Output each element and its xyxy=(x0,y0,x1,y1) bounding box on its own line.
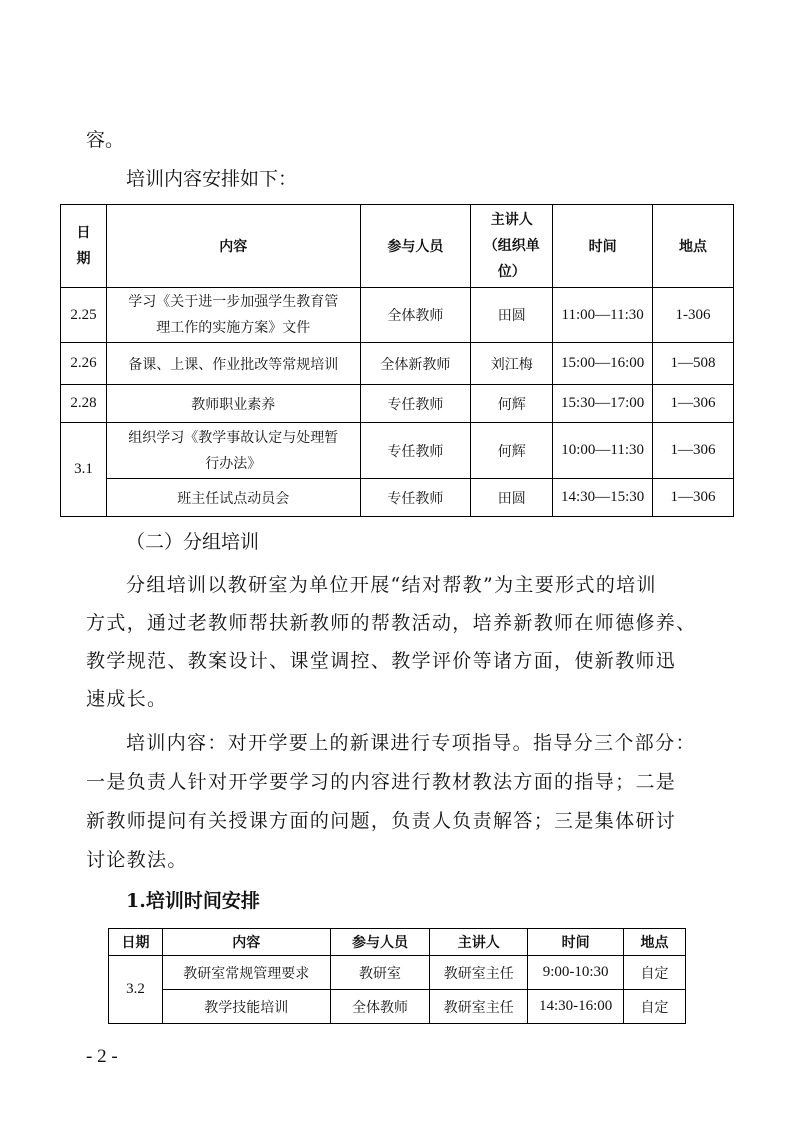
cell-people: 教研室 xyxy=(330,956,430,990)
cell-content: 组织学习《教学事故认定与处理暂 行办法》 xyxy=(106,423,360,479)
header-place: 地点 xyxy=(653,205,734,288)
cell-content: 教学技能培训 xyxy=(162,990,330,1024)
cell-place: 自定 xyxy=(624,956,686,990)
cell-people: 专任教师 xyxy=(360,479,471,517)
cell-date: 2.26 xyxy=(61,343,107,385)
group-schedule-table xyxy=(108,928,686,1024)
subheading: 1.培训时间安排 xyxy=(126,890,260,912)
header-time: 时间 xyxy=(553,205,653,288)
cell-place: 1—306 xyxy=(653,479,734,517)
section-heading: （二）分组培训 xyxy=(126,531,260,553)
table-header-row xyxy=(61,205,734,288)
cell-time: 9:00-10:30 xyxy=(528,956,624,990)
cell-speaker: 何辉 xyxy=(471,423,553,479)
cell-people: 专任教师 xyxy=(360,385,471,423)
table-row xyxy=(61,343,734,385)
cell-time: 15:30—17:00 xyxy=(553,385,653,423)
cell-speaker: 刘江梅 xyxy=(471,343,553,385)
table-row xyxy=(109,990,686,1024)
cell-people: 全体教师 xyxy=(330,990,430,1024)
cell-people: 专任教师 xyxy=(360,423,471,479)
cell-people: 全体新教师 xyxy=(360,343,471,385)
cell-content: 教研室常规管理要求 xyxy=(162,956,330,990)
cell-date: 2.25 xyxy=(61,288,107,343)
cell-people: 全体教师 xyxy=(360,288,471,343)
cell-time: 14:30—15:30 xyxy=(553,479,653,517)
cell-content: 备课、上课、作业批改等常规培训 xyxy=(106,343,360,385)
paragraph-line: 培训内容：对开学要上的新课进行专项指导。指导分三个部分： xyxy=(126,732,696,754)
header-date: 日期 xyxy=(109,929,163,956)
cell-date: 3.1 xyxy=(61,423,107,517)
cell-time: 11:00—11:30 xyxy=(553,288,653,343)
cell-place: 1—508 xyxy=(653,343,734,385)
table-row xyxy=(61,385,734,423)
cell-speaker: 田圆 xyxy=(471,288,553,343)
page-number: - 2 - xyxy=(86,1046,118,1067)
paragraph-line: 一是负责人针对开学要学习的内容进行教材教法方面的指导；二是 xyxy=(86,771,677,793)
header-content: 内容 xyxy=(162,929,330,956)
header-speaker: 主讲人 xyxy=(430,929,528,956)
paragraph-line: 速成长。 xyxy=(86,688,168,710)
table-header-row xyxy=(109,929,686,956)
cell-speaker: 何辉 xyxy=(471,385,553,423)
cell-place: 1—306 xyxy=(653,385,734,423)
cell-speaker: 教研室主任 xyxy=(430,990,528,1024)
cell-place: 自定 xyxy=(624,990,686,1024)
cell-content: 教师职业素养 xyxy=(106,385,360,423)
cell-place: 1—306 xyxy=(653,423,734,479)
training-schedule-table xyxy=(60,204,734,517)
header-time: 时间 xyxy=(528,929,624,956)
cell-content: 班主任试点动员会 xyxy=(106,479,360,517)
cell-time: 14:30-16:00 xyxy=(528,990,624,1024)
paragraph-line: 新教师提问有关授课方面的问题，负责人负责解答；三是集体研讨 xyxy=(86,810,677,832)
header-speaker: 主讲人 （组织单 位） xyxy=(471,205,553,288)
cell-date: 3.2 xyxy=(109,956,163,1024)
paragraph-line: 讨论教法。 xyxy=(86,849,188,871)
cell-place: 1-306 xyxy=(653,288,734,343)
header-place: 地点 xyxy=(624,929,686,956)
cell-speaker: 田圆 xyxy=(471,479,553,517)
table-row xyxy=(61,288,734,343)
continued-text: 容。 xyxy=(86,129,125,151)
header-people: 参与人员 xyxy=(330,929,430,956)
cell-date: 2.28 xyxy=(61,385,107,423)
schedule-intro: 培训内容安排如下： xyxy=(126,168,298,190)
paragraph-line: 教学规范、教案设计、课堂调控、教学评价等诸方面，使新教师迅 xyxy=(86,650,677,672)
cell-time: 15:00—16:00 xyxy=(553,343,653,385)
table-row xyxy=(109,956,686,990)
table-row xyxy=(61,479,734,517)
header-people: 参与人员 xyxy=(360,205,471,288)
cell-speaker: 教研室主任 xyxy=(430,956,528,990)
cell-time: 10:00—11:30 xyxy=(553,423,653,479)
cell-content: 学习《关于进一步加强学生教育管 理工作的实施方案》文件 xyxy=(106,288,360,343)
table-row xyxy=(61,423,734,479)
paragraph-line: 分组培训以教研室为单位开展“结对帮教”为主要形式的培训 xyxy=(126,574,657,596)
header-content: 内容 xyxy=(106,205,360,288)
header-date: 日 期 xyxy=(61,205,107,288)
paragraph-line: 方式，通过老教师帮扶新教师的帮教活动，培养新教师在师德修养、 xyxy=(86,612,697,634)
